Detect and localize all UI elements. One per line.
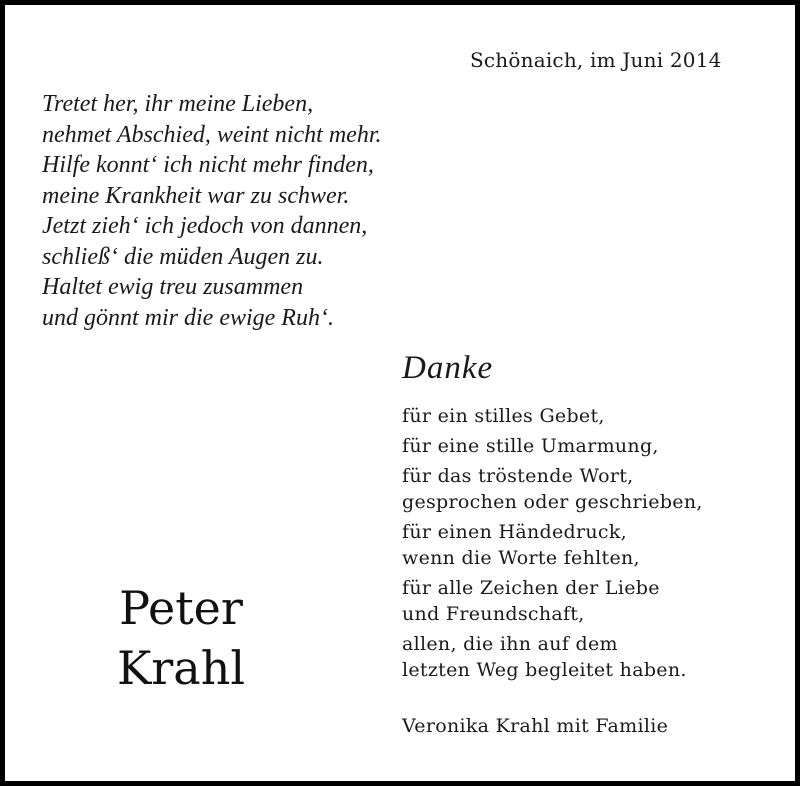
poem-line: Haltet ewig treu zusammen [42,274,304,300]
poem-line: Jetzt zieh‘ ich jedoch von dannen, [42,213,368,239]
thanks-item: für alle Zeichen der Liebe und Freundschaft, [402,577,660,625]
thanks-title: Danke [402,350,494,386]
poem-line: meine Krankheit war zu schwer. [42,182,350,209]
memorial-poem [42,89,382,333]
poem-line: Hilfe konnt‘ ich nicht mehr finden, [42,152,374,178]
thanks-item: für einen Händedruck, wenn die Worte fehlten, [402,521,640,569]
poem-line: schließ‘ die müden Augen zu. [42,243,324,270]
deceased-name [91,578,271,698]
thanks-list [402,403,703,687]
thanks-item: für das tröstende Wort, gesprochen oder geschrieben, [402,465,703,513]
poem-line: und gönnt mir die ewige Ruh‘. [42,304,334,331]
poem-line: Tretet her, ihr meine Lieben, [42,91,314,117]
place-date: Schönaich, im Juni 2014 [470,48,722,72]
last-name: Krahl [116,641,246,695]
thanks-item: für ein stilles Gebet, [402,405,605,427]
first-name: Peter [119,581,243,635]
thanks-item: allen, die ihn auf dem letzten Weg begleitet haben. [402,633,687,681]
thanks-item: für eine stille Umarmung, [402,435,659,457]
poem-line: nehmet Abschied, weint nicht mehr. [42,121,382,148]
signature: Veronika Krahl mit Familie [402,715,669,737]
